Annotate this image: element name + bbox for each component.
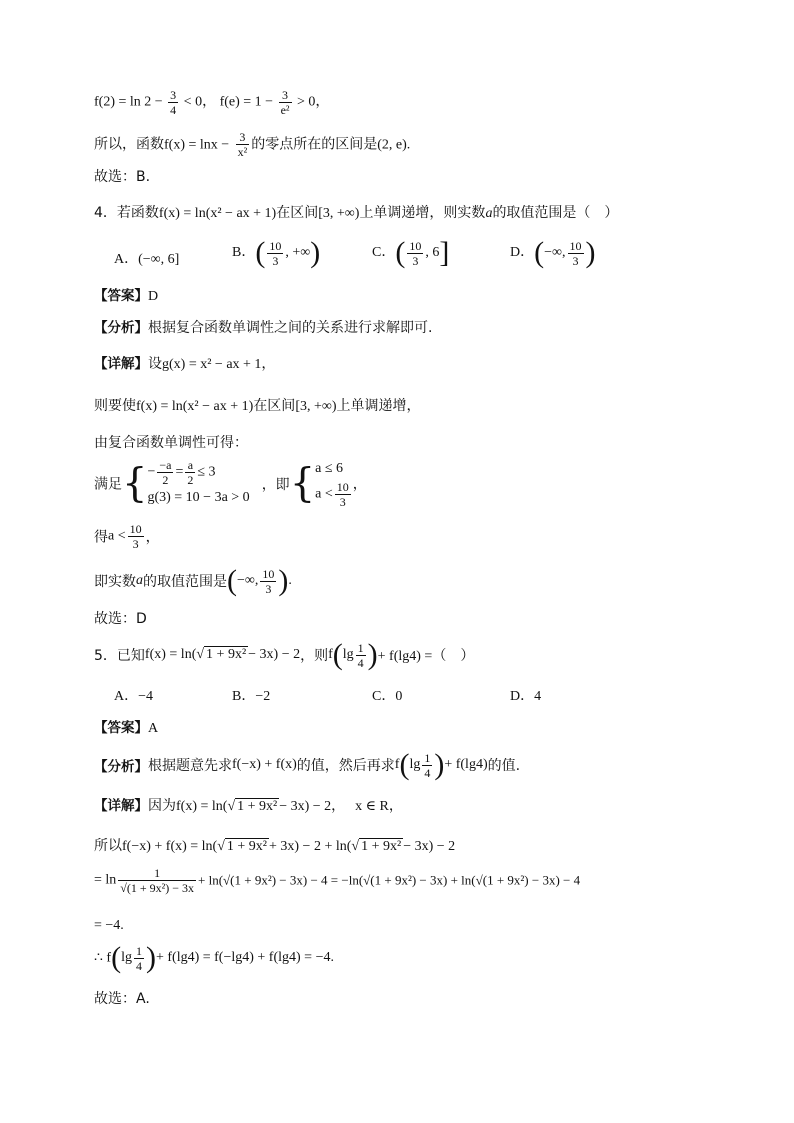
expr: − 3x) − 2: [248, 647, 301, 662]
option-label: C．: [372, 245, 396, 261]
denominator: 4: [424, 765, 431, 780]
q4-detail-3: 由复合函数单调性可得：: [94, 435, 248, 451]
expr: f(−x) + f(x): [232, 757, 297, 772]
text: ，即: [261, 476, 290, 493]
numerator: 3: [236, 130, 250, 145]
fraction: [422, 751, 432, 780]
text: 的值，然后再求: [296, 758, 395, 774]
option-label: B．: [232, 245, 256, 261]
text: 则要使: [94, 398, 136, 414]
q5-detail-5: ∴ f(lg $\frac{1}{4}$ )+ f(lg4) = f(−lg4) + f(lg4) = −4.: [94, 941, 334, 974]
system-row: g(3) = 10 − 3a > 0: [147, 490, 250, 505]
fraction: [335, 480, 351, 509]
fraction: [267, 239, 283, 268]
expr: f(x) = ln(: [144, 647, 197, 662]
q5-detail-6: 故选：A.: [94, 991, 150, 1007]
q5-detail-1: 【详解】因为f(x) = ln(√ 1 + 9x² − 3x) − 2， x ∈ R，: [94, 798, 403, 814]
answer-tag: 【答案】: [94, 720, 148, 736]
denominator: 4: [170, 103, 177, 117]
expr: lg: [121, 950, 132, 965]
expr: f(x) = lnx −: [164, 137, 230, 153]
expr: f(x) = ln(x² − ax + 1): [158, 206, 277, 221]
analysis-text: 根据复合函数单调性之间的关系进行求解即可.: [148, 320, 433, 336]
fraction: [157, 458, 173, 487]
expr: (2, e).: [377, 137, 411, 153]
prev-line-1: [94, 88, 329, 117]
q5-option-a[interactable]: A．−4: [114, 689, 154, 704]
fraction: [118, 866, 196, 895]
detail-tag: 【详解】: [94, 798, 148, 814]
expr: a <: [315, 486, 333, 502]
system-row: a ≤ 6: [315, 461, 344, 476]
numerator: a: [185, 458, 195, 473]
q5-detail-3: [94, 866, 580, 895]
expr: − 3x) − 2，: [279, 799, 346, 814]
denominator: 3: [132, 537, 139, 551]
numerator: 1: [118, 866, 196, 881]
expr: f(x) = ln(: [176, 799, 228, 814]
numerator: 10: [262, 566, 275, 581]
q4-detail-7: 故选：D: [94, 611, 147, 627]
question-number: 4．若函数: [94, 205, 159, 221]
fraction: [356, 641, 366, 670]
expr: , +∞: [285, 245, 311, 261]
expr: lg: [342, 647, 354, 662]
text: 设: [148, 356, 162, 372]
text: ，: [145, 529, 160, 546]
q5-answer: [94, 718, 158, 739]
answer-value: D: [148, 289, 159, 304]
fraction: [128, 522, 144, 551]
text: 的取值范围是（ ）: [492, 205, 619, 221]
denominator: 2: [187, 473, 194, 487]
expr: + f(lg4): [444, 757, 488, 772]
expr: a: [136, 573, 143, 588]
expr: − 3x) − 2: [403, 839, 456, 854]
numerator: 3: [170, 88, 177, 102]
q5-option-b[interactable]: B．−2: [232, 689, 271, 704]
q4-detail-2: [94, 396, 421, 417]
q4-option-a[interactable]: A．(−∞, 6]: [114, 252, 180, 267]
text: 上单调递增，: [336, 398, 421, 414]
expr: −∞,: [237, 573, 259, 588]
q5-option-c[interactable]: C．0: [372, 689, 403, 704]
denominator: 4: [135, 958, 142, 973]
text: 的值.: [487, 758, 521, 774]
text: 得: [94, 529, 108, 546]
text: 的零点所在的区间是: [251, 136, 378, 153]
prev-line-2: [94, 130, 410, 159]
expr: .: [288, 573, 292, 588]
text: 所以，函数: [94, 136, 164, 153]
expr: = ln: [94, 872, 117, 888]
q5-detail-4: = −4.: [94, 918, 124, 933]
expr: f(2) = ln 2 −: [94, 94, 163, 110]
text: 因为: [148, 798, 176, 814]
expr: + 3x) − 2 + ln(: [269, 839, 352, 854]
text: 的取值范围是: [143, 574, 227, 590]
expr: ≤ 3: [197, 464, 216, 480]
numerator: 10: [409, 238, 422, 253]
text: 满足: [94, 476, 122, 493]
system-row: − $\frac{-a}{2}$ = $\frac{a}{2}$ ≤ 3: [147, 458, 216, 487]
prev-line-3: 故选：B.: [94, 169, 151, 185]
q4-detail-1: [94, 354, 275, 375]
fraction: [134, 944, 144, 973]
numerator: −a: [159, 458, 172, 472]
text: 上单调递增，则实数: [359, 205, 486, 221]
denominator: 2: [162, 473, 169, 487]
expr: , 6: [425, 245, 440, 261]
denominator: 3: [339, 495, 346, 509]
expr: + f(lg4) = f(−lg4) + f(lg4) = −4.: [155, 950, 334, 965]
numerator: 1: [424, 750, 431, 765]
expr: f: [394, 757, 400, 772]
radicand: 1 + 9x²: [361, 839, 402, 854]
expr: a: [485, 206, 493, 221]
expr: x ∈ R，: [355, 799, 403, 814]
numerator: 10: [269, 238, 282, 253]
expr: [3, +∞): [318, 206, 360, 221]
q4-detail-6: 即实数a的取值范围是(−∞, $\frac{10}{3}$ ).: [94, 564, 292, 597]
radicand: 1 + 9x²: [226, 839, 267, 854]
denominator: x²: [237, 145, 248, 159]
expr: ∴ f: [94, 950, 112, 966]
q4-answer: [94, 286, 158, 307]
fraction: [568, 239, 584, 268]
numerator: 1: [357, 640, 364, 655]
text: 在区间: [276, 205, 319, 221]
expr: < 0，: [183, 94, 217, 110]
answer-tag: 【答案】: [94, 288, 148, 304]
fraction: [168, 88, 178, 117]
expr: + ln(√(1 + 9x²) − 3x) − 4 = −ln(√(1 + 9x²) − 3x) + ln(√(1 + 9x²) − 3x) − 4: [198, 872, 581, 888]
fraction: [407, 239, 423, 268]
text: 即实数: [94, 574, 136, 590]
expr: g(x) = x² − ax + 1，: [162, 357, 276, 372]
radicand: 1 + 9x²: [206, 647, 247, 662]
denominator: 3: [272, 253, 279, 268]
numerator: 10: [129, 522, 142, 536]
q4-detail-4: 满足{ − $\frac{-a}{2}$ = $\frac{a}{2}$ ≤ 3 g(3) = 10 − 3a > 0 ，即{ a ≤ 6 a < $\frac{10}{3}$ ，: [94, 458, 367, 509]
fraction: [236, 130, 250, 159]
q5-option-d[interactable]: D．4: [510, 689, 542, 704]
text: 根据题意先求: [148, 758, 232, 774]
expr: f(−x) + f(x) = ln(: [122, 839, 218, 854]
option-label: D．: [510, 245, 535, 261]
analysis-tag: 【分析】: [94, 320, 148, 336]
numerator: 1: [135, 943, 142, 958]
denominator: 3: [412, 253, 419, 268]
expr: =: [175, 464, 184, 480]
text: 所以: [94, 838, 122, 854]
system-2: [315, 458, 353, 509]
answer-value: A: [148, 721, 159, 736]
expr: > 0，: [297, 94, 330, 110]
denominator: e²: [280, 103, 290, 117]
denominator: 3: [572, 253, 579, 268]
fraction: [260, 567, 276, 596]
numerator: 3: [279, 88, 292, 103]
numerator: 10: [336, 480, 349, 494]
denominator: 4: [357, 655, 364, 670]
q4-detail-5: [94, 522, 160, 551]
expr: lg: [409, 757, 421, 772]
fraction: [279, 88, 292, 117]
q5-detail-2: 所以f(−x) + f(x) = ln(√ 1 + 9x² + 3x) − 2 + ln(√ 1 + 9x² − 3x) − 2: [94, 838, 456, 854]
expr: f: [328, 647, 333, 662]
q4-stem: [94, 203, 618, 224]
q4-option-c[interactable]: C．( $\frac{10}{3}$ , 6]: [372, 236, 450, 269]
q4-option-b[interactable]: B．( $\frac{10}{3}$ , +∞): [232, 236, 321, 269]
analysis-tag: 【分析】: [94, 759, 148, 775]
fraction: [185, 458, 195, 487]
q4-option-d[interactable]: D．(−∞, $\frac{10}{3}$ ): [510, 236, 596, 269]
numerator: 10: [569, 238, 582, 253]
expr: [3, +∞): [295, 399, 337, 414]
q5-analysis: 【分析】根据题意先求f(−x) + f(x)的值，然后再求f(lg $\frac{1}{4}$ )+ f(lg4)的值.: [94, 748, 521, 781]
q4-analysis: [94, 318, 432, 338]
text: ，: [352, 476, 367, 493]
expr: f(x) = ln(x² − ax + 1): [136, 399, 254, 414]
denominator: 3: [265, 581, 272, 596]
text: ，则: [300, 648, 329, 664]
system-1: [147, 458, 249, 509]
expr: −∞,: [544, 245, 566, 261]
expr: a <: [108, 528, 126, 544]
q5-stem: 5．已知f(x) = ln(√ 1 + 9x² − 3x) − 2，则f(lg $\frac{1}{4}$ )+ f(lg4) =（ ）: [94, 638, 475, 671]
expr: f(e) = 1 −: [219, 94, 274, 110]
expr: + f(lg4) =（ ）: [377, 649, 475, 664]
detail-tag: 【详解】: [94, 356, 148, 372]
denominator: √(1 + 9x²) − 3x: [120, 881, 195, 895]
text: 在区间: [253, 398, 296, 414]
system-row: [315, 480, 353, 509]
question-number: 5．已知: [94, 648, 145, 664]
radicand: 1 + 9x²: [237, 799, 278, 814]
